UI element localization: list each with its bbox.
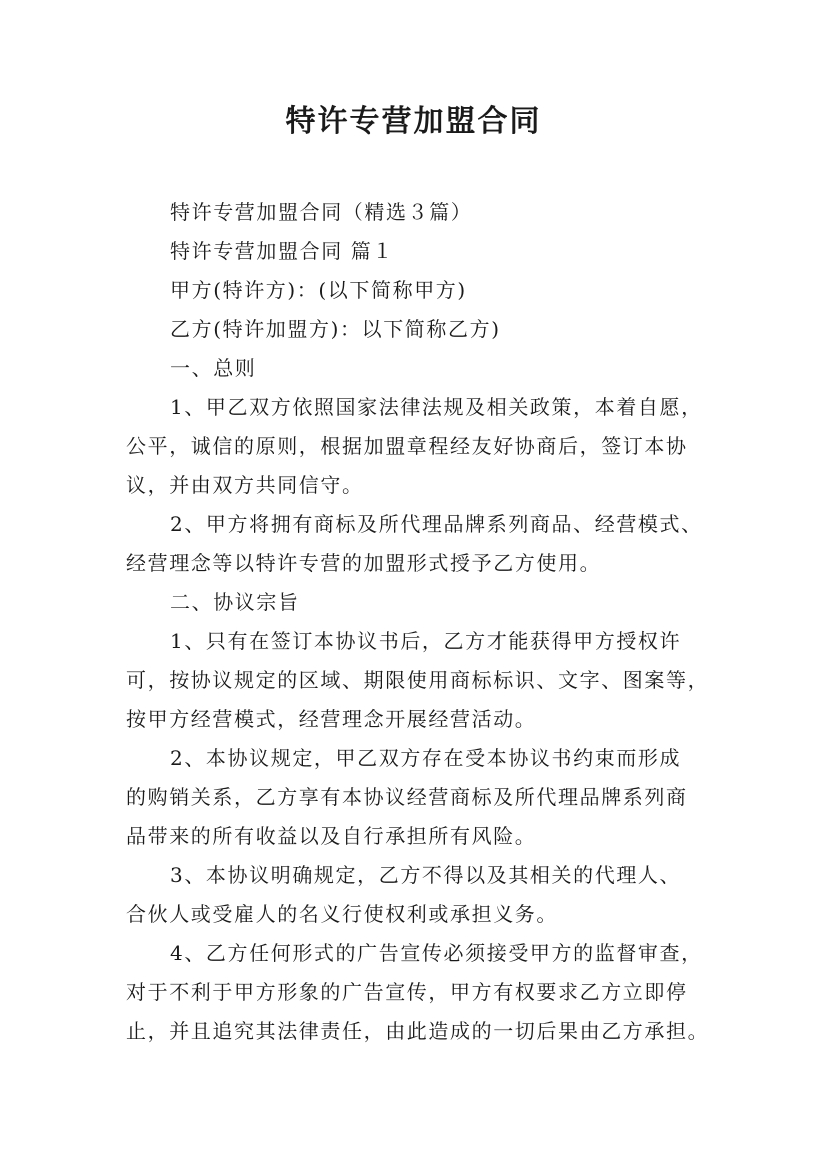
text-line: 1、只有在签订本协议书后，乙方才能获得甲方授权许 bbox=[170, 629, 682, 653]
text-line: 二、协议宗旨 bbox=[170, 590, 300, 614]
text-line: 4、乙方任何形式的广告宣传必须接受甲方的监督审查， bbox=[170, 941, 703, 965]
paragraph-3 bbox=[126, 271, 716, 310]
text-line: 对于不利于甲方形象的广告宣传，甲方有权要求乙方立即停 bbox=[126, 980, 688, 1004]
text-line: 经营理念等以特许专营的加盟形式授予乙方使用。 bbox=[126, 551, 602, 575]
text-line: 止，并且追究其法律责任，由此造成的一切后果由乙方承担。 bbox=[126, 1019, 710, 1043]
section-heading-general bbox=[126, 349, 716, 388]
text-line: 一、总则 bbox=[170, 356, 257, 380]
paragraph-7 bbox=[126, 505, 716, 583]
text-line: 的购销关系，乙方享有本协议经营商标及所代理品牌系列商 bbox=[126, 785, 688, 809]
text-line: 2、甲方将拥有商标及所代理品牌系列商品、经营模式、 bbox=[170, 512, 703, 536]
text-line: 合伙人或受雇人的名义行使权利或承担义务。 bbox=[126, 902, 558, 926]
text-line: 公平，诚信的原则，根据加盟章程经友好协商后，签订本协 bbox=[126, 434, 688, 458]
text-line: 1、甲乙双方依照国家法律法规及相关政策，本着自愿， bbox=[170, 395, 703, 419]
document-body bbox=[126, 193, 716, 1051]
paragraph-12 bbox=[126, 934, 716, 1051]
text-line: 特许专营加盟合同 篇１ bbox=[170, 239, 394, 263]
text-line: 品带来的所有收益以及自行承担所有风险。 bbox=[126, 824, 537, 848]
paragraph-1 bbox=[126, 193, 716, 232]
text-line: 3、本协议明确规定，乙方不得以及其相关的代理人、 bbox=[170, 863, 682, 887]
document-title: 特许专营加盟合同 bbox=[285, 104, 542, 139]
paragraph-9 bbox=[126, 622, 716, 739]
text-line: 2、本协议规定，甲乙双方存在受本协议书约束而形成 bbox=[170, 746, 682, 770]
text-line: 可，按协议规定的区域、期限使用商标标识、文字、图案等， bbox=[126, 668, 710, 692]
text-line: 议，并由双方共同信守。 bbox=[126, 473, 364, 497]
paragraph-6 bbox=[126, 388, 716, 505]
paragraph-10 bbox=[126, 739, 716, 856]
paragraph-2 bbox=[126, 232, 716, 271]
paragraph-11 bbox=[126, 856, 716, 934]
text-line: 特许专营加盟合同（精选３篇） bbox=[170, 200, 473, 224]
text-line: 按甲方经营模式，经营理念开展经营活动。 bbox=[126, 707, 537, 731]
text-line: 甲方(特许方)：(以下简称甲方) bbox=[170, 278, 467, 302]
section-heading-purpose bbox=[126, 583, 716, 622]
text-line: 乙方(特许加盟方)：以下简称乙方) bbox=[170, 317, 501, 341]
paragraph-4 bbox=[126, 310, 716, 349]
